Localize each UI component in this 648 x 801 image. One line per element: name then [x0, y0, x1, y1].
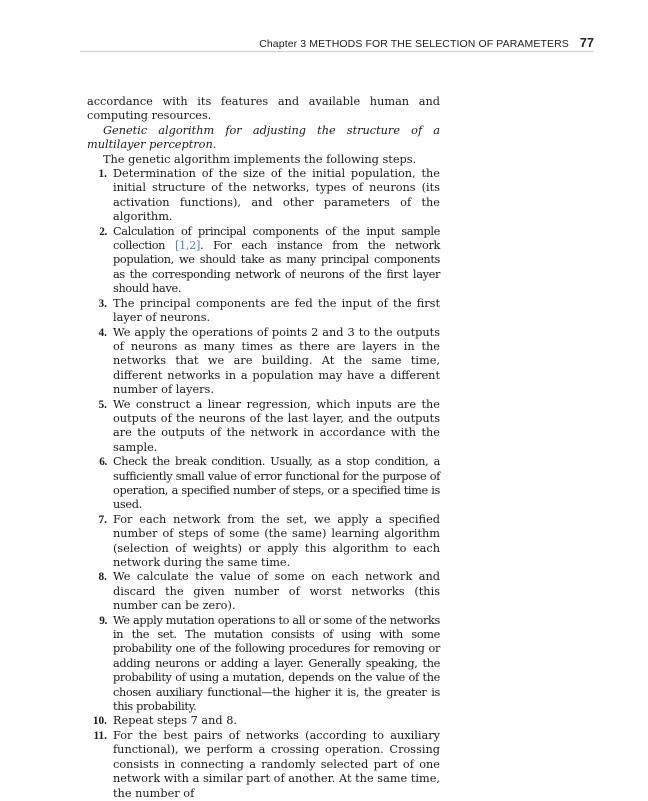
page-body: [87, 95, 440, 801]
list-item: [87, 729, 440, 801]
section-heading: [87, 124, 440, 153]
section-heading-period: .: [212, 138, 217, 152]
list-item-number: 4.: [98, 326, 107, 339]
list-item: [87, 714, 440, 728]
list-item-text: For each network from the set, we apply a specified number of steps of some (the same) learning algorithm (selection of weights) or apply this algorithm to each network during the same time.: [113, 512, 440, 569]
list-item-text: We construct a linear regression, which inputs are the outputs of the neurons of the last layer, and the outputs are the outputs of the network in accordance with the sample.: [113, 397, 440, 454]
list-item-text: Check the break condition. Usually, as a stop condition, a sufficiently small value of error functional for the purpose of operation, a specified number of steps, or a specified time is used.: [113, 455, 440, 512]
citation-link[interactable]: [1,2]: [175, 239, 201, 253]
list-item-number: 10.: [92, 715, 107, 728]
list-item-text: We apply mutation operations to all or some of the networks in the set. The mutation consists of using with some probability one of the following procedures for removing or adding neurons or adding a layer. Generally speaking, the probability of using a mutation, depends on the value of the chosen auxiliary functional—the higher it is, the greater is this probability.: [113, 613, 440, 714]
list-item-number: 3.: [98, 297, 107, 310]
list-item-number: 2.: [99, 225, 107, 238]
page-number: 77: [579, 36, 594, 50]
list-item: [87, 455, 440, 513]
list-item-number: 8.: [98, 571, 107, 584]
continuation-paragraph: accordance with its features and available human and computing resources.: [87, 95, 440, 123]
chapter-title: METHODS FOR THE SELECTION OF PARAMETERS: [309, 38, 569, 50]
section-heading-text: Genetic algorithm for adjusting the structure of a multilayer perceptron: [87, 123, 440, 152]
list-item-text: For the best pairs of networks (according to auxiliary functional), we perform a crossing operation. Crossing consists in connecting a randomly selected part of one network with a similar part of another. At the same time, the number of: [113, 728, 440, 800]
list-item-text: The principal components are fed the input of the first layer of neurons.: [113, 296, 440, 325]
list-item-number: 11.: [93, 729, 107, 742]
list-item: [87, 297, 440, 326]
intro-paragraph: The genetic algorithm implements the following steps.: [103, 152, 417, 166]
list-item: [87, 326, 440, 398]
list-item: [87, 614, 440, 715]
list-item: [87, 225, 440, 297]
list-item: [87, 513, 440, 571]
list-item: [87, 167, 440, 225]
list-item: [87, 570, 440, 613]
list-item: [87, 398, 440, 456]
list-item-number: 9.: [99, 614, 107, 627]
list-item-text: We apply the operations of points 2 and 3 to the outputs of neurons as many times as there are layers in the networks that we are building. At the same time, different networks in a population may have a different number of layers.: [113, 325, 440, 397]
list-item-text: . For each instance from the network population, we should take as many principal components as the corresponding network of neurons of the first layer should have.: [113, 239, 440, 296]
list-item-number: 1.: [98, 168, 107, 181]
steps-list: [87, 167, 440, 801]
list-item-number: 6.: [99, 456, 107, 469]
list-item-text: Calculation of principal components of the input sample collection: [113, 224, 440, 253]
header-divider: [80, 51, 594, 52]
list-item-text: Determination of the size of the initial population, the initial structure of the networks, types of neurons (its activation functions), and other parameters of the algorithm.: [113, 167, 440, 224]
list-item-number: 7.: [98, 513, 107, 526]
running-header: [80, 36, 594, 52]
chapter-label: Chapter 3: [259, 38, 307, 50]
list-item-text: We calculate the value of some on each network and discard the given number of worst networks (this number can be zero).: [113, 570, 440, 613]
list-item-text: Repeat steps 7 and 8.: [113, 714, 238, 728]
list-item-number: 5.: [98, 398, 107, 411]
